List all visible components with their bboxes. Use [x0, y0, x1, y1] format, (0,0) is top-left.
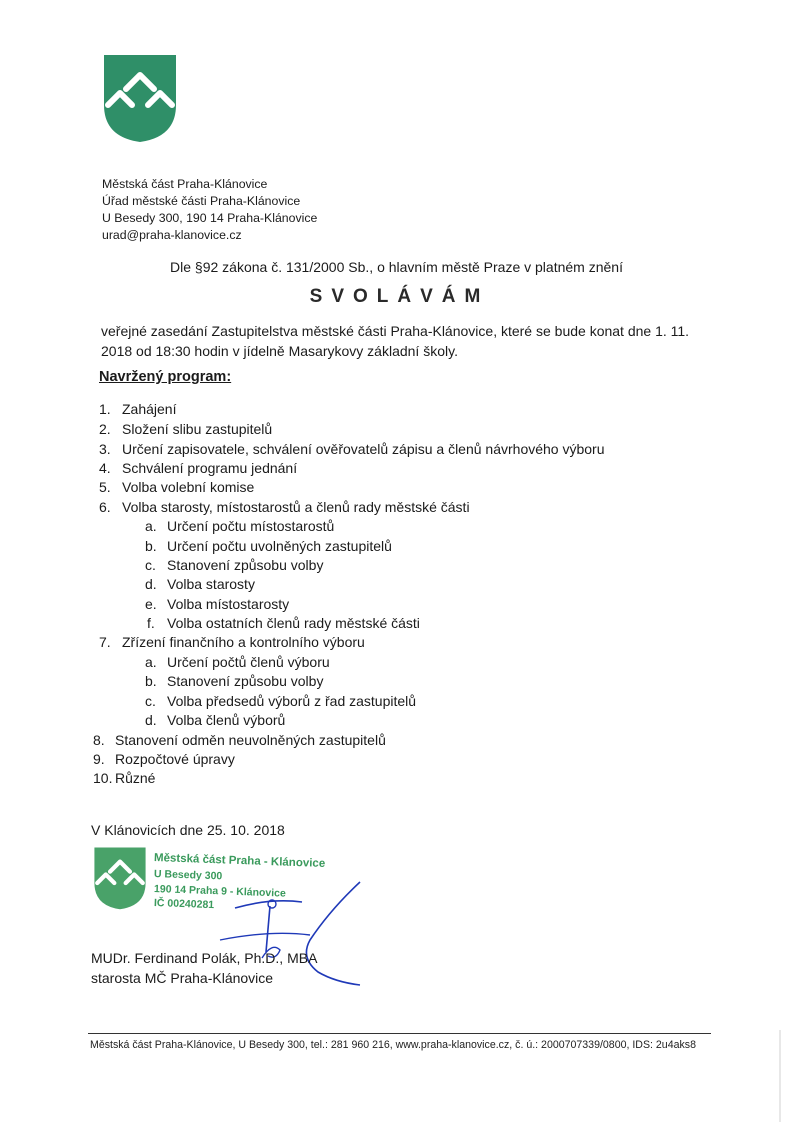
item-text: Určení počtu místostarostů: [167, 518, 335, 534]
program-heading: Navržený program:: [99, 369, 232, 385]
address-line-2: Úřad městské části Praha-Klánovice: [102, 194, 301, 208]
item-letter: b.: [145, 673, 157, 689]
item-number: 9.: [93, 751, 105, 767]
signer-role: starosta MČ Praha-Klánovice: [91, 970, 274, 986]
item-text: Volba členů výborů: [167, 712, 286, 728]
official-stamp-crest: [93, 846, 147, 910]
item-text: Volba předsedů výborů z řad zastupitelů: [167, 693, 417, 709]
item-letter: f.: [147, 615, 155, 631]
item-text: Stanovení odměn neuvolněných zastupitelů: [115, 732, 386, 748]
item-text: Stanovení způsobu volby: [167, 557, 324, 573]
item-letter: b.: [145, 538, 157, 554]
item-text: Stanovení způsobu volby: [167, 673, 324, 689]
item-letter: a.: [145, 654, 157, 670]
item-number: 5.: [99, 479, 111, 495]
item-text: Určení počtu uvolněných zastupitelů: [167, 538, 392, 554]
item-letter: d.: [145, 576, 157, 592]
item-text: Zřízení finančního a kontrolního výboru: [122, 634, 365, 650]
item-text: Volba volební komise: [122, 479, 255, 495]
item-text: Volba starosty, místostarostů a členů rady městské části: [122, 499, 470, 515]
intro-line-1: veřejné zasedání Zastupitelstva městské části Praha-Klánovice, které se bude konat dne 1. 11.: [101, 323, 690, 339]
signer-name: MUDr. Ferdinand Polák, Ph.D., MBA: [91, 950, 318, 966]
intro-line-2: 2018 od 18:30 hodin v jídelně Masarykovy základní školy.: [101, 343, 458, 359]
item-text: Schválení programu jednání: [122, 460, 298, 476]
item-number: 7.: [99, 634, 111, 650]
address-line-1: Městská část Praha-Klánovice: [102, 177, 268, 191]
item-text: Složení slibu zastupitelů: [122, 421, 273, 437]
intro-paragraph: [101, 321, 741, 361]
item-text: Zahájení: [122, 401, 177, 417]
footer-divider: [88, 1033, 711, 1034]
address-email: urad@praha-klanovice.cz: [102, 228, 242, 242]
item-number: 6.: [99, 499, 111, 515]
place-and-date: V Klánovicích dne 25. 10. 2018: [91, 822, 285, 838]
item-text: Určení počtů členů výboru: [167, 654, 330, 670]
document-title: SVOLÁVÁM: [309, 286, 490, 307]
item-text: Různé: [115, 770, 156, 786]
item-letter: c.: [145, 693, 156, 709]
stamp-line-1: Městská část Praha - Klánovice: [153, 852, 326, 870]
item-text: Volba ostatních členů rady městské části: [167, 615, 420, 631]
item-letter: e.: [145, 596, 157, 612]
municipal-crest-logo: [102, 53, 178, 143]
item-letter: d.: [145, 712, 157, 728]
address-line-3: U Besedy 300, 190 14 Praha-Klánovice: [102, 211, 318, 225]
item-text: Volba starosty: [167, 576, 255, 592]
stamp-line-4: IČ 00240281: [153, 897, 215, 912]
item-number: 1.: [99, 401, 111, 417]
item-letter: c.: [145, 557, 156, 573]
item-letter: a.: [145, 518, 157, 534]
item-number: 8.: [93, 732, 105, 748]
item-text: Volba místostarosty: [167, 596, 290, 612]
stamp-line-3: 190 14 Praha 9 - Klánovice: [153, 883, 287, 900]
stamp-line-2: U Besedy 300: [153, 868, 223, 883]
item-number: 3.: [99, 441, 111, 457]
scan-edge-mark: [779, 1030, 781, 1122]
item-text: Rozpočtové úpravy: [115, 751, 235, 767]
legal-basis-line: Dle §92 zákona č. 131/2000 Sb., o hlavním městě Praze v platném znění: [170, 259, 623, 275]
item-number: 4.: [99, 460, 111, 476]
item-number: 10.: [93, 770, 113, 786]
item-number: 2.: [99, 421, 111, 437]
item-text: Určení zapisovatele, schválení ověřovatelů zápisu a členů návrhového výboru: [122, 441, 605, 457]
footer-contact-line: Městská část Praha-Klánovice, U Besedy 300, tel.: 281 960 216, www.praha-klanovice.cz, č. ú.: 2000707339/0800, IDS: 2u4aks8: [90, 1039, 696, 1051]
